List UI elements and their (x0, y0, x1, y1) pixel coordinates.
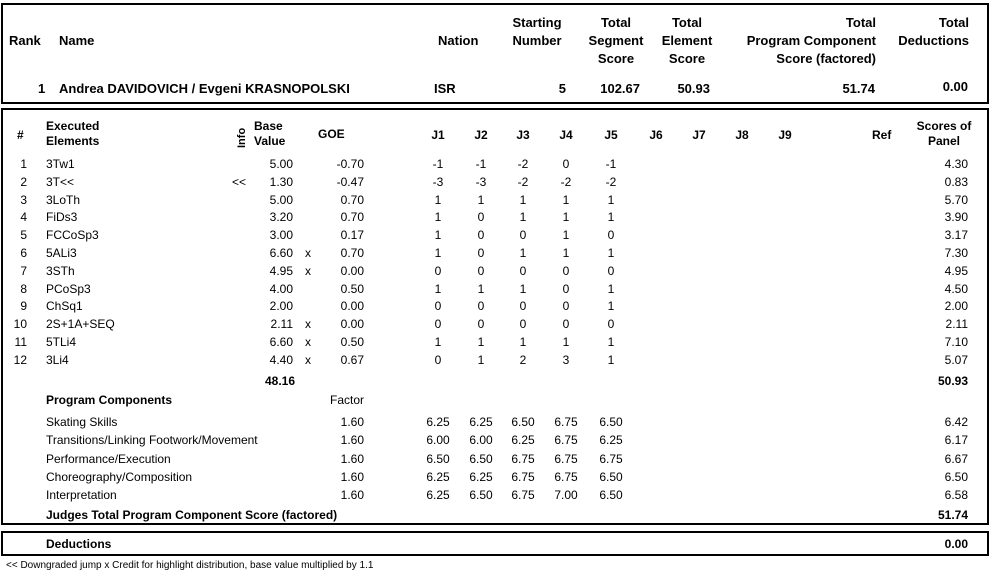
element-judge-3: 1 (519, 282, 527, 296)
component-factor: 1.60 (340, 452, 364, 466)
element-name: FiDs3 (46, 210, 78, 224)
element-judge-4: 1 (562, 228, 570, 242)
header-tss-1: Total (600, 15, 632, 30)
element-panel-score: 4.30 (944, 157, 968, 171)
element-bonus-marker: x (305, 264, 311, 278)
header-tss-2: Segment (588, 33, 644, 48)
element-judge-2: 0 (477, 210, 485, 224)
element-judge-4: 0 (562, 264, 570, 278)
element-judge-3: 0 (519, 299, 527, 313)
judge-header-5: J5 (604, 128, 618, 142)
element-judge-5: 1 (607, 353, 615, 367)
component-judge-2: 6.50 (469, 452, 493, 466)
element-number: 10 (13, 317, 27, 331)
header-starting-2: Number (512, 33, 562, 48)
element-name: FCCoSp3 (46, 228, 99, 242)
element-judge-2: 0 (477, 228, 485, 242)
element-judge-4: 0 (562, 299, 570, 313)
element-base-value: 5.00 (269, 157, 293, 171)
component-judge-3: 6.75 (511, 470, 535, 484)
component-factor: 1.60 (340, 470, 364, 484)
col-num: # (17, 128, 24, 142)
element-goe: 0.67 (340, 353, 364, 367)
element-name: 3LoTh (46, 193, 81, 207)
element-judge-1: -3 (432, 175, 444, 189)
element-base-value: 6.60 (269, 335, 293, 349)
element-judge-2: -3 (475, 175, 487, 189)
judge-header-8: J8 (735, 128, 749, 142)
element-judge-3: 2 (519, 353, 527, 367)
element-judge-2: 1 (477, 193, 485, 207)
element-judge-1: 1 (434, 193, 442, 207)
element-panel-score: 3.90 (944, 210, 968, 224)
element-judge-5: 1 (607, 335, 615, 349)
element-judge-1: 0 (434, 317, 442, 331)
component-judge-5: 6.75 (599, 452, 623, 466)
element-panel-score: 0.83 (944, 175, 968, 189)
element-goe: 0.00 (340, 299, 364, 313)
skater-tes: 50.93 (677, 81, 710, 96)
component-judge-1: 6.25 (426, 470, 450, 484)
element-judge-4: 1 (562, 210, 570, 224)
element-judge-1: 1 (434, 210, 442, 224)
element-name: 3STh (46, 264, 75, 278)
element-judge-2: 0 (477, 317, 485, 331)
component-factor: 1.60 (340, 433, 364, 447)
judge-header-3: J3 (516, 128, 530, 142)
element-judge-5: 1 (607, 193, 615, 207)
element-panel-score: 2.11 (945, 317, 968, 331)
component-judge-1: 6.00 (426, 433, 450, 447)
col-scores-1: Scores of (916, 119, 972, 133)
element-judge-2: 1 (477, 282, 485, 296)
component-panel-score: 6.67 (944, 452, 968, 466)
components-title: Program Components (46, 393, 173, 407)
header-starting-1: Starting (512, 15, 562, 30)
component-judge-3: 6.75 (511, 452, 535, 466)
element-panel-score: 7.30 (944, 246, 968, 260)
element-panel-score: 5.07 (944, 353, 968, 367)
judge-header-2: J2 (474, 128, 488, 142)
element-base-value: 2.11 (270, 317, 293, 331)
element-judge-1: -1 (432, 157, 444, 171)
col-info: Info (236, 127, 248, 148)
deductions-box (1, 531, 989, 556)
component-judge-5: 6.50 (599, 415, 623, 429)
component-judge-2: 6.25 (469, 415, 493, 429)
element-judge-1: 0 (434, 264, 442, 278)
skater-starting-number: 5 (558, 81, 566, 96)
element-base-value: 4.95 (269, 264, 293, 278)
header-tss-3: Score (597, 51, 635, 66)
element-goe: 0.50 (340, 282, 364, 296)
element-judge-4: 0 (562, 317, 570, 331)
element-name: PCoSp3 (46, 282, 91, 296)
element-number: 3 (20, 193, 27, 207)
skater-name: Andrea DAVIDOVICH / Evgeni KRASNOPOLSKI (59, 81, 350, 96)
element-judge-3: 1 (519, 246, 527, 260)
element-goe: -0.47 (336, 175, 364, 189)
element-judge-2: 0 (477, 246, 485, 260)
component-name: Choreography/Composition (46, 470, 193, 484)
element-bonus-marker: x (305, 353, 311, 367)
element-judge-3: 0 (519, 228, 527, 242)
element-judge-3: 0 (519, 317, 527, 331)
element-bonus-marker: x (305, 246, 311, 260)
element-judge-5: 1 (607, 246, 615, 260)
header-pcs-1: Total (845, 15, 876, 30)
component-judge-3: 6.50 (511, 415, 535, 429)
component-judge-4: 6.75 (554, 433, 578, 447)
element-number: 6 (20, 246, 27, 260)
component-judge-5: 6.25 (599, 433, 623, 447)
component-judge-2: 6.25 (469, 470, 493, 484)
col-executed-2: Elements (46, 134, 100, 148)
col-scores-2: Panel (927, 134, 960, 148)
header-name: Name (59, 33, 95, 48)
element-bonus-marker: x (305, 335, 311, 349)
element-judge-3: 0 (519, 264, 527, 278)
component-judge-4: 6.75 (554, 470, 578, 484)
element-panel-score: 4.50 (944, 282, 968, 296)
element-number: 12 (13, 353, 27, 367)
element-judge-4: -2 (560, 175, 572, 189)
header-ded-2: Deductions (898, 33, 969, 48)
element-judge-1: 1 (434, 282, 442, 296)
col-goe: GOE (318, 127, 345, 141)
header-ded-1: Total (938, 15, 969, 30)
element-base-value: 4.00 (269, 282, 293, 296)
element-judge-2: 0 (477, 264, 485, 278)
component-judge-5: 6.50 (599, 470, 623, 484)
element-bonus-marker: x (305, 317, 311, 331)
header-tes-1: Total (671, 15, 703, 30)
element-goe: 0.00 (340, 264, 364, 278)
component-judge-5: 6.50 (599, 488, 623, 502)
col-base-2: Value (254, 134, 286, 148)
header-pcs-2: Program Component (746, 33, 876, 48)
component-factor: 1.60 (340, 415, 364, 429)
skater-nation: ISR (434, 81, 456, 96)
element-base-value: 6.60 (269, 246, 293, 260)
element-judge-5: 1 (607, 210, 615, 224)
component-judge-1: 6.25 (426, 488, 450, 502)
element-goe: 0.00 (340, 317, 364, 331)
component-judge-4: 7.00 (554, 488, 578, 502)
element-panel-score: 3.17 (944, 228, 968, 242)
col-base-1: Base (254, 119, 283, 133)
element-judge-4: 0 (562, 282, 570, 296)
components-total-label: Judges Total Program Component Score (factored) (46, 508, 338, 522)
element-goe: 0.70 (340, 210, 364, 224)
element-name: 3Li4 (46, 353, 69, 367)
components-total-score: 51.74 (937, 508, 968, 522)
footnote: << Downgraded jump x Credit for highlight distribution, base value multiplied by 1.1 (6, 560, 374, 571)
col-ref: Ref (872, 128, 892, 142)
element-judge-4: 3 (562, 353, 570, 367)
components-factor-header: Factor (330, 393, 365, 407)
element-panel-score: 7.10 (944, 335, 968, 349)
element-judge-1: 1 (434, 228, 442, 242)
element-number: 4 (20, 210, 27, 224)
deductions-score: 0.00 (944, 537, 968, 551)
element-number: 1 (20, 157, 27, 171)
element-judge-4: 1 (562, 246, 570, 260)
element-goe: 0.70 (340, 193, 364, 207)
component-judge-3: 6.75 (511, 488, 535, 502)
skater-rank: 1 (38, 81, 46, 96)
component-panel-score: 6.58 (944, 488, 968, 502)
element-base-value: 4.40 (269, 353, 293, 367)
element-base-value: 2.00 (269, 299, 293, 313)
element-judge-1: 1 (434, 246, 442, 260)
element-judge-2: 0 (477, 299, 485, 313)
element-judge-2: -1 (475, 157, 487, 171)
element-panel-score: 4.95 (944, 264, 968, 278)
component-judge-2: 6.00 (469, 433, 493, 447)
skater-pcs: 51.74 (842, 81, 875, 96)
elements-total-score: 50.93 (937, 374, 968, 388)
component-panel-score: 6.17 (944, 433, 968, 447)
component-judge-1: 6.50 (426, 452, 450, 466)
element-judge-5: -2 (605, 175, 617, 189)
header-tes-2: Element (661, 33, 713, 48)
skater-deductions: 0.00 (942, 79, 968, 94)
header-rank: Rank (9, 33, 41, 48)
element-base-value: 3.00 (269, 228, 293, 242)
element-judge-5: 0 (607, 264, 615, 278)
component-name: Interpretation (46, 488, 117, 502)
element-name: 2S+1A+SEQ (46, 317, 115, 331)
component-judge-4: 6.75 (554, 415, 578, 429)
judge-header-6: J6 (649, 128, 663, 142)
header-nation: Nation (438, 33, 479, 48)
component-factor: 1.60 (340, 488, 364, 502)
element-number: 9 (20, 299, 27, 313)
judge-header-7: J7 (692, 128, 706, 142)
judge-header-4: J4 (559, 128, 573, 142)
component-judge-4: 6.75 (554, 452, 578, 466)
element-number: 8 (20, 282, 27, 296)
element-judge-2: 1 (477, 353, 485, 367)
header-tes-3: Score (668, 51, 706, 66)
element-name: 3T<< (46, 175, 75, 189)
component-name: Transitions/Linking Footwork/Movement (46, 433, 258, 447)
component-judge-2: 6.50 (469, 488, 493, 502)
header-pcs-3: Score (factored) (776, 51, 876, 66)
element-goe: 0.50 (340, 335, 364, 349)
element-judge-3: 1 (519, 210, 527, 224)
element-name: ChSq1 (46, 299, 83, 313)
component-judge-3: 6.25 (511, 433, 535, 447)
element-judge-3: -2 (517, 175, 529, 189)
element-judge-2: 1 (477, 335, 485, 349)
element-base-value: 3.20 (269, 210, 293, 224)
element-judge-4: 1 (562, 335, 570, 349)
element-judge-3: 1 (519, 193, 527, 207)
element-panel-score: 2.00 (944, 299, 968, 313)
element-name: 5ALi3 (46, 246, 77, 260)
element-number: 5 (20, 228, 27, 242)
element-number: 11 (14, 335, 27, 349)
element-judge-5: 0 (607, 317, 615, 331)
col-executed-1: Executed (46, 119, 100, 133)
component-name: Performance/Execution (46, 452, 171, 466)
element-judge-1: 0 (434, 353, 442, 367)
element-info: << (232, 175, 247, 189)
component-panel-score: 6.42 (944, 415, 968, 429)
deductions-label: Deductions (46, 537, 112, 551)
element-number: 7 (20, 264, 27, 278)
component-name: Skating Skills (46, 415, 118, 429)
element-goe: 0.17 (340, 228, 364, 242)
element-judge-5: -1 (605, 157, 617, 171)
element-goe: 0.70 (340, 246, 364, 260)
judge-header-9: J9 (778, 128, 792, 142)
component-judge-1: 6.25 (426, 415, 450, 429)
component-panel-score: 6.50 (944, 470, 968, 484)
element-panel-score: 5.70 (944, 193, 968, 207)
judge-header-1: J1 (431, 128, 445, 142)
element-judge-4: 0 (562, 157, 570, 171)
element-judge-5: 1 (607, 282, 615, 296)
element-base-value: 1.30 (269, 175, 293, 189)
element-judge-3: -2 (517, 157, 529, 171)
element-number: 2 (20, 175, 27, 189)
elements-total-base: 48.16 (264, 374, 295, 388)
element-name: 5TLi4 (46, 335, 77, 349)
element-judge-1: 0 (434, 299, 442, 313)
element-base-value: 5.00 (269, 193, 293, 207)
skater-tss: 102.67 (600, 81, 640, 96)
element-goe: -0.70 (336, 157, 364, 171)
element-judge-5: 1 (607, 299, 615, 313)
element-judge-5: 0 (607, 228, 615, 242)
element-judge-1: 1 (434, 335, 442, 349)
element-judge-4: 1 (562, 193, 570, 207)
element-name: 3Tw1 (46, 157, 75, 171)
element-judge-3: 1 (519, 335, 527, 349)
